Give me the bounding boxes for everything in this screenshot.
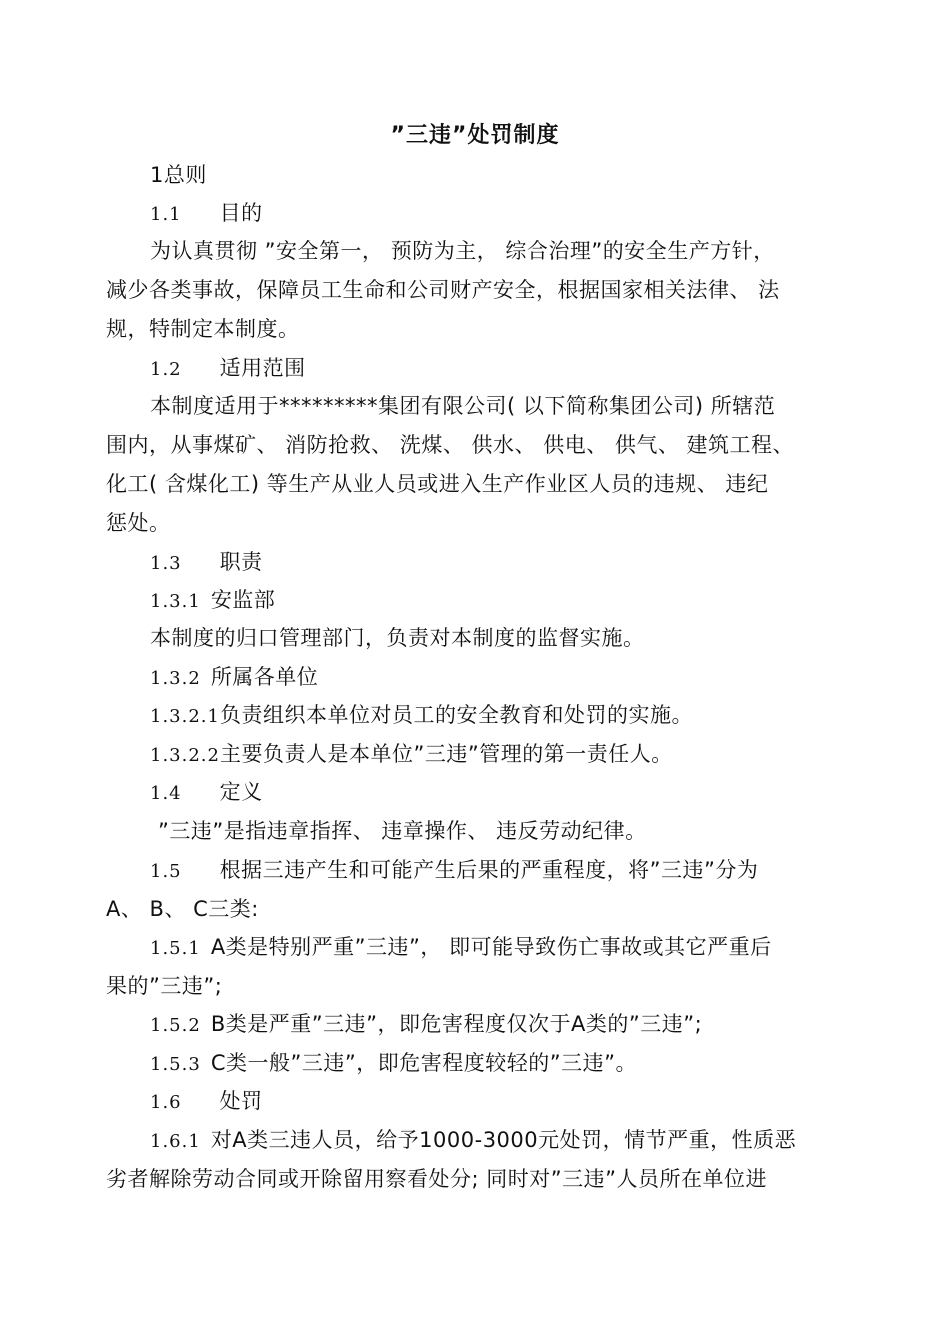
section-number: 1.6	[150, 1092, 182, 1113]
section-title: 适用范围	[219, 356, 306, 380]
section-1-3-2-2	[150, 739, 673, 771]
section-number: 1.5	[150, 861, 182, 882]
section-1-5	[150, 855, 758, 887]
section-text: B类是严重”三违”，即危害程度仅次于A类的”三违”;	[210, 1012, 703, 1036]
section-number: 1.3.2.1	[150, 706, 220, 727]
paragraph-line: 规，特制定本制度。	[106, 317, 300, 341]
paragraph-line: 惩处。	[106, 511, 171, 535]
section-text: 对A类三违人员，给予1000-3000元处罚，情节严重，性质恶	[210, 1128, 797, 1152]
section-title: 安监部	[210, 588, 276, 612]
section-number: 1.3	[150, 553, 182, 574]
section-text: 负责组织本单位对员工的安全教育和处罚的实施。	[219, 703, 693, 727]
paragraph-line: 减少各类事故，保障员工生命和公司财产安全，根据国家相关法律、 法	[106, 278, 780, 302]
section-1-1-heading	[150, 198, 263, 230]
paragraph-line: 本制度的归口管理部门，负责对本制度的监督实施。	[150, 626, 645, 650]
paragraph-line: 围内，从事煤矿、 消防抢救、 洗煤、 供水、 供电、 供气、 建筑工程、	[106, 433, 795, 457]
section-title: 所属各单位	[210, 665, 319, 689]
section-1-heading	[150, 160, 207, 190]
section-1-text: 1总则	[150, 163, 207, 187]
section-number: 1.5.3	[150, 1054, 201, 1075]
section-1-2-heading	[150, 353, 306, 385]
section-1-5-2	[150, 1009, 702, 1041]
paragraph-line: A、 B、 C三类:	[106, 897, 259, 921]
document-title: ”三违”处罚制度	[390, 123, 560, 148]
section-title: 职责	[219, 550, 263, 574]
paragraph-line: 本制度适用于*********集团有限公司( 以下简称集团公司) 所辖范	[150, 394, 776, 418]
section-number: 1.3.1	[150, 591, 201, 612]
section-1-3-heading	[150, 547, 263, 579]
section-number: 1.2	[150, 359, 182, 380]
section-text: C类一般”三违”，即危害程度较轻的”三违”。	[210, 1051, 637, 1075]
section-1-6-heading	[150, 1086, 263, 1118]
section-text: 主要负责人是本单位”三违”管理的第一责任人。	[219, 742, 673, 766]
paragraph-line: 果的”三违”;	[106, 974, 223, 998]
section-1-3-2-1	[150, 700, 693, 732]
section-title: 处罚	[219, 1089, 263, 1113]
section-number: 1.3.2.2	[150, 745, 220, 766]
section-number: 1.3.2	[150, 668, 201, 689]
section-title: 定义	[219, 780, 263, 804]
section-1-6-1	[150, 1125, 796, 1157]
section-number: 1.6.1	[150, 1131, 201, 1152]
section-number: 1.1	[150, 204, 182, 225]
section-1-5-1	[150, 932, 772, 964]
section-1-3-1-heading	[150, 585, 275, 617]
paragraph-line: 劣者解除劳动合同或开除留用察看处分; 同时对”三违”人员所在单位进	[106, 1167, 768, 1191]
section-number: 1.4	[150, 783, 182, 804]
section-1-5-3	[150, 1048, 637, 1080]
section-text: A类是特别严重”三违”， 即可能导致伤亡事故或其它严重后	[210, 935, 772, 959]
section-number: 1.5.2	[150, 1015, 201, 1036]
paragraph-line: 为认真贯彻 ”安全第一， 预防为主， 综合治理”的安全生产方针，	[150, 239, 775, 263]
paragraph-line: ”三违”是指违章指挥、 违章操作、 违反劳动纪律。	[158, 819, 647, 843]
section-1-4-heading	[150, 777, 263, 809]
section-title: 目的	[219, 201, 263, 225]
section-1-3-2-heading	[150, 662, 318, 694]
section-text: 根据三违产生和可能产生后果的严重程度，将”三违”分为	[219, 858, 759, 882]
section-number: 1.5.1	[150, 938, 201, 959]
paragraph-line: 化工( 含煤化工) 等生产从业人员或进入生产作业区人员的违规、 违纪	[106, 472, 769, 496]
